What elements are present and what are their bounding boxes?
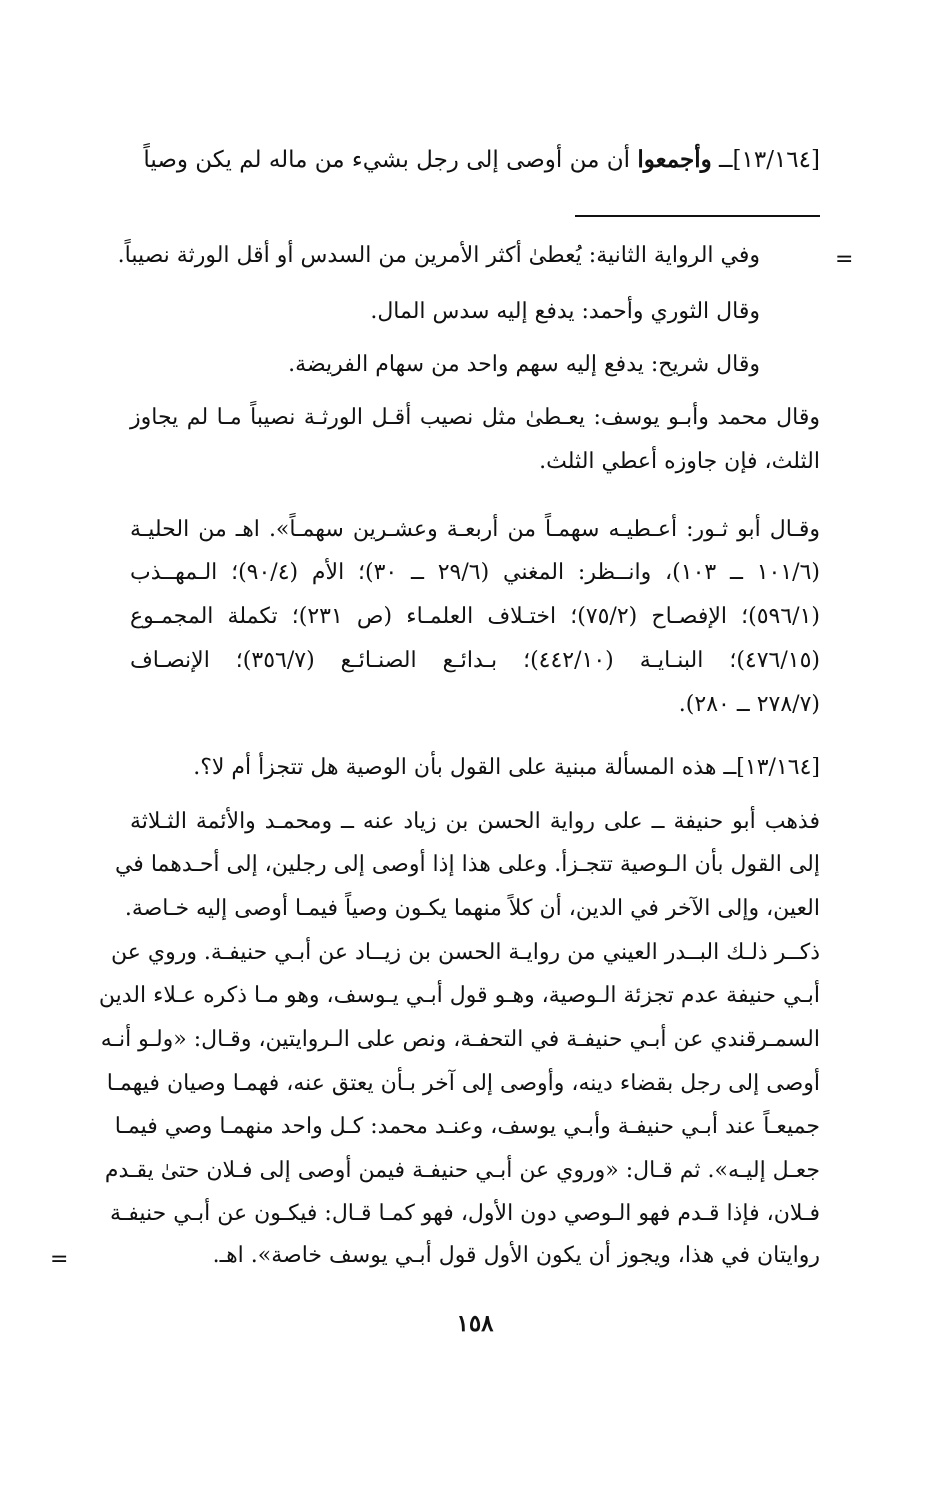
footnote-line: السمـرقندي عن أبـي حنيفـة في التحفـة، ونص على الـروايتين، وقـال: «ولـو أنـه	[100, 1027, 820, 1052]
entry-bold-word: وأجمعوا	[637, 146, 712, 173]
footnote-line: (٤٧٦/١٥)؛ البنـايـة (٤٤٢/١٠)؛ بـدائـع الصنـائـع (٣٥٦/٧)؛ الإنصـاف	[130, 648, 821, 673]
footnote-line: الثلث، فإن جاوزه أعطي الثلث.	[539, 449, 820, 474]
footnote-line: العين، وإلى الآخر في الدين، أن كلاً منهما يكـون وصياً فيمـا أوصى إليه خـاصة.	[124, 896, 820, 921]
end-marker: =	[50, 1247, 69, 1272]
footnote-line: (٥٩٦/١)؛ الإفصـاح (٧٥/٢)؛ اختـلاف العلمـاء (ص ٢٣١)؛ تكملة المجمـوع	[130, 604, 820, 629]
footnote-line: وقـال أبو ثـور: أعـطيـه سهمـاً من أربعـة وعشـرين سهمـاً». اهـ من الحليـة	[130, 517, 820, 542]
footnote-line: (٢٧٨/٧ ــ ٢٨٠).	[678, 692, 820, 717]
footnote-line: فذهب أبو حنيفة ــ على رواية الحسن بن زياد عنه ــ ومحمـد والأئمة الثـلاثة	[130, 809, 820, 834]
footnote-line: وقال الثوري وأحمد: يدفع إليه سدس المال.	[370, 299, 760, 324]
footnote-line: أبـي حنيفة عدم تجزئة الـوصية، وهـو قول أبـي يـوسف، وهو مـا ذكره عـلاء الدين	[98, 983, 820, 1008]
continuation-marker: =	[835, 247, 854, 272]
footnote-line: وقال شريح: يدفع إليه سهم واحد من سهام الفريضة.	[288, 352, 760, 377]
footnote-line: [١٣/١٦٤]ــ هذه المسألة مبنية على القول بأن الوصية هل تتجزأ أم لا؟.	[193, 755, 820, 780]
entry-number: [١٣/١٦٤]ــ	[719, 147, 820, 173]
footnote-line: روايتان في هذا، ويجوز أن يكون الأول قول أبـي يوسف خاصة». اهـ.	[212, 1243, 820, 1268]
main-text-entry	[143, 140, 820, 180]
footnote-line: وفي الرواية الثانية: يُعطىٰ أكثر الأمرين من السدس أو أقل الورثة نصيباً.	[117, 243, 760, 268]
footnote-line: فـلان، فإذا قـدم فهو الـوصي دون الأول، فهو كمـا قـال: فيكـون عن أبـي حنيفـة	[110, 1201, 820, 1226]
footnote-separator	[575, 215, 820, 217]
page-number: ١٥٨	[456, 1310, 494, 1337]
footnote-line: جعـل إليـه». ثم قـال: «وروي عن أبـي حنيفـة فيمن أوصى إلى فـلان حتىٰ يقـدم	[104, 1158, 820, 1183]
entry-text: أن من أوصى إلى رجل بشيء من ماله لم يكن وصياً	[143, 147, 631, 173]
footnote-line: أوصى إلى رجل بقضاء دينه، وأوصى إلى آخر بـأن يعتق عنه، فهمـا وصيان فيهمـا	[106, 1071, 820, 1096]
footnote-line: إلى القول بأن الـوصية تتجـزأ. وعلى هذا إذا أوصى إلى رجلين، إلى أحـدهما في	[114, 852, 820, 877]
footnote-line: (١٠١/٦ ــ ١٠٣)، وانــظر: المغني (٢٩/٦ ــ ٣٠)؛ الأم (٩٠/٤)؛ الـمهــذب	[130, 560, 820, 585]
footnote-line: ذكــر ذلـك البــدر العيني من روايـة الحسن بن زيــاد عن أبـي حنيفـة. وروي عن	[110, 940, 820, 965]
footnote-line: جميعـاً عند أبـي حنيفـة وأبـي يوسف، وعنـد محمد: كـل واحد منهمـا وصي فيمـا	[114, 1114, 820, 1139]
footnote-line: وقال محمد وأبـو يوسف: يعـطىٰ مثل نصيب أقـل الورثـة نصيباً مـا لم يجاوز	[130, 405, 820, 430]
